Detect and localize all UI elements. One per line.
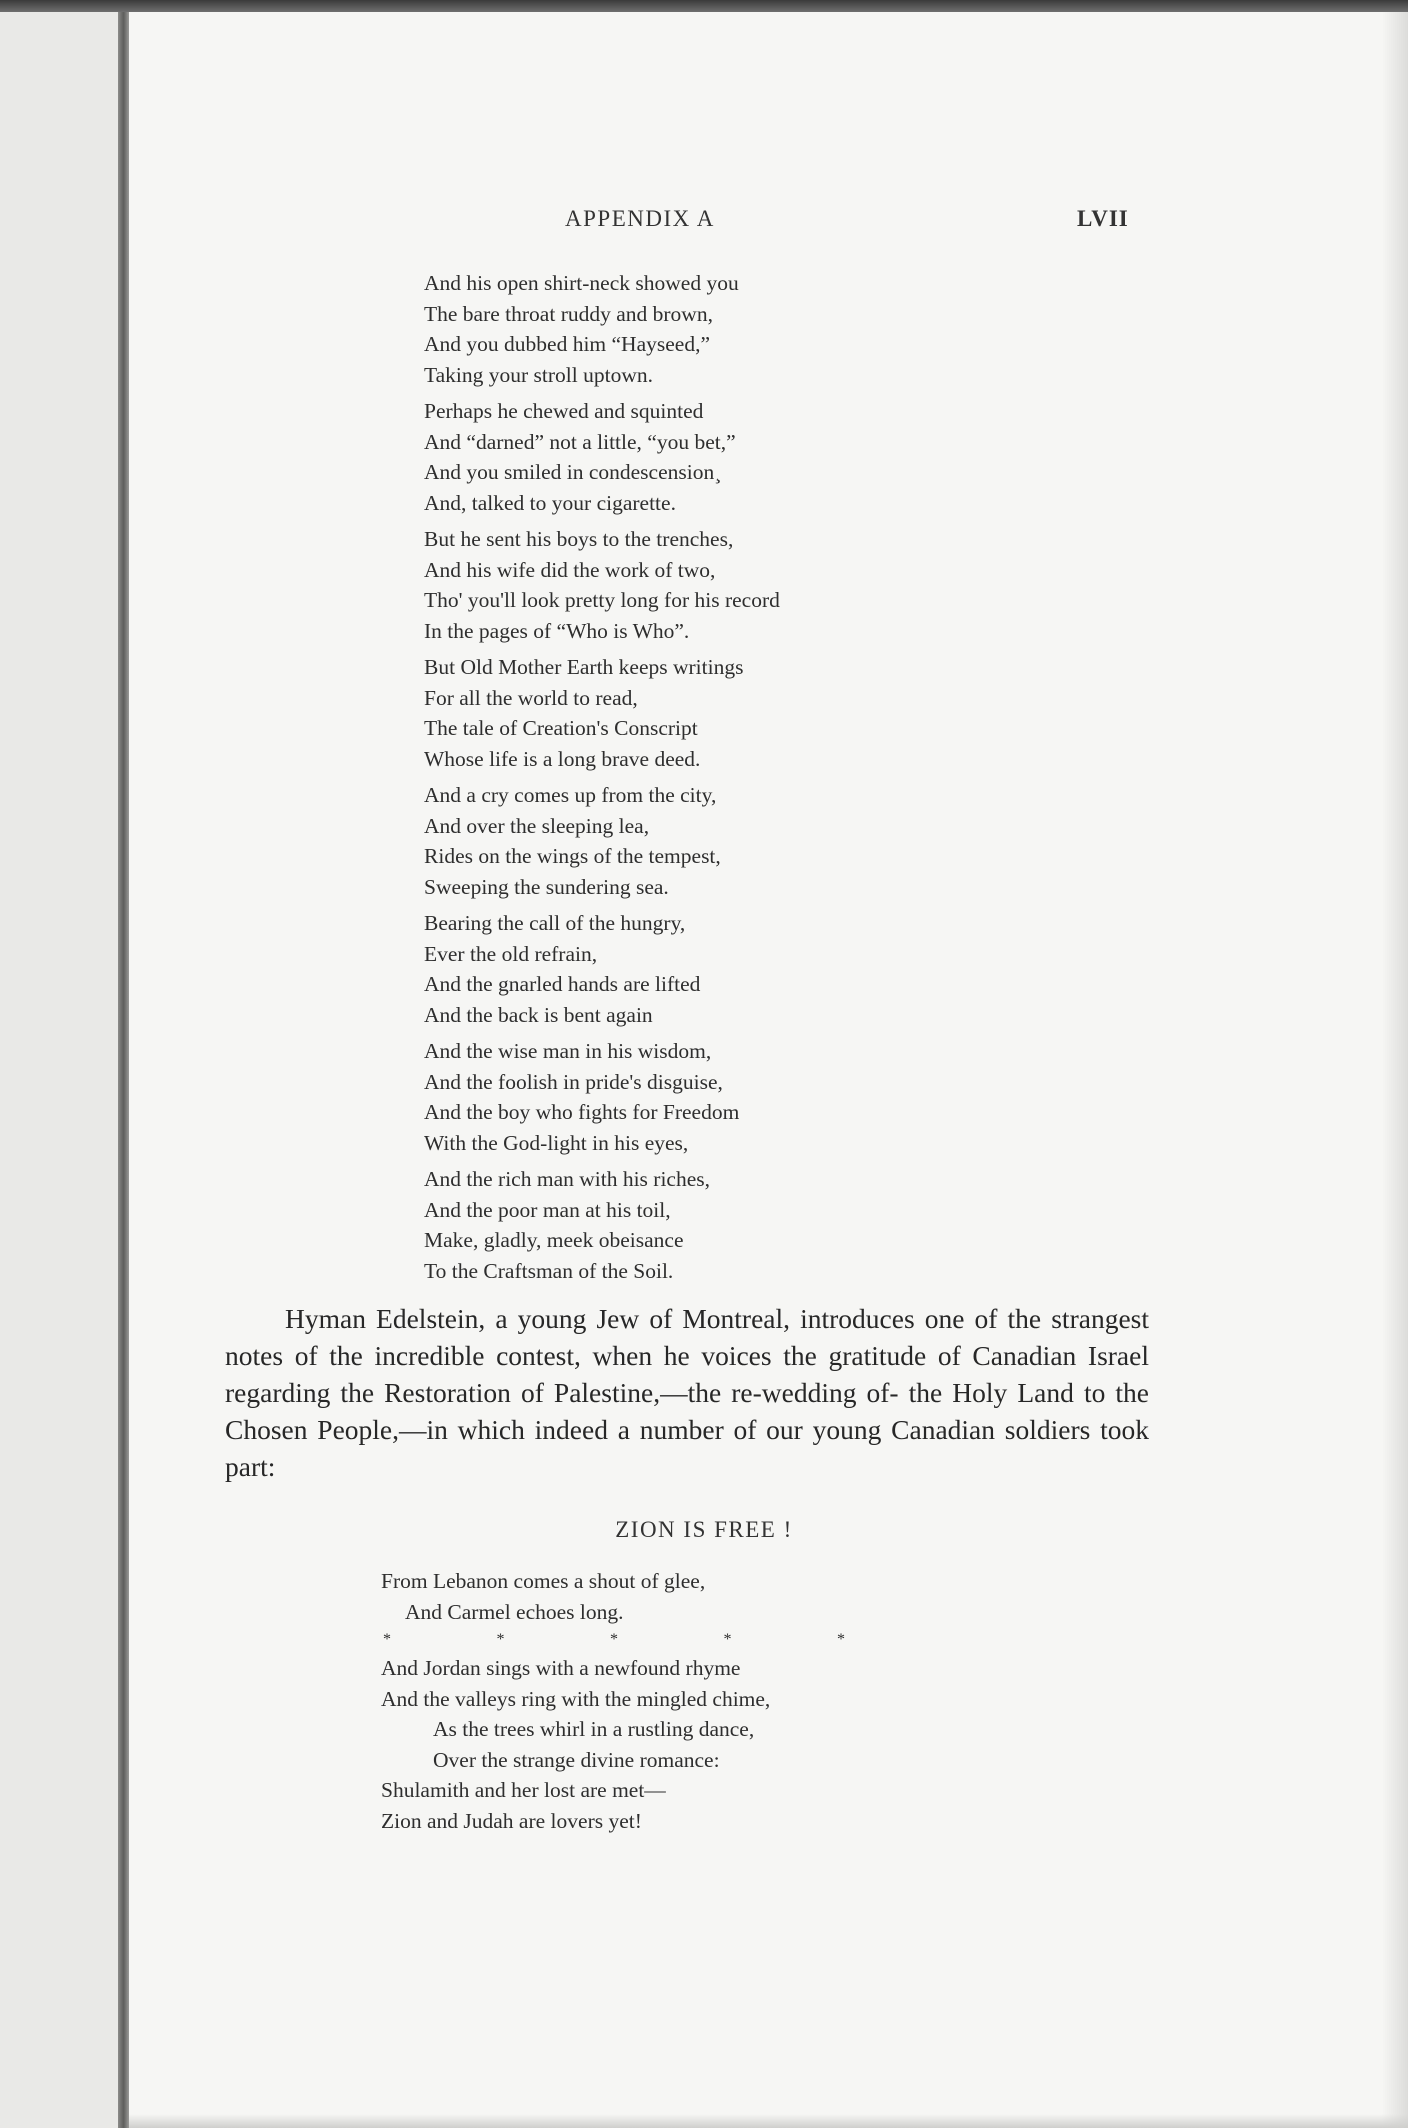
poem-line: Zion and Judah are lovers yet! [381, 1808, 642, 1833]
poem-line: Taking your stroll uptown. [424, 362, 654, 387]
poem-stanza [424, 780, 944, 902]
body-paragraph-text: Hyman Edelstein, a young Jew of Montreal, introduces one of the strangest notes of the incredible contest, when he voices the gratitude of Canadian Israel regarding the Restoration of Palestine,—the re-wedding of- the Holy Land to the Chosen People,—in which indeed a number of our young Canadian soldiers took part: [225, 1303, 1149, 1482]
poem-stanza [424, 1036, 944, 1158]
poem-line: Perhaps he chewed and squinted [424, 399, 704, 423]
page-bottom-shadow [129, 2114, 1408, 2128]
asterisk: * [383, 1631, 391, 1648]
poem-line: But Old Mother Earth keeps writings [424, 655, 744, 679]
body-paragraph [225, 1300, 1149, 1485]
poem-line: And Carmel echoes long. [405, 1599, 624, 1624]
poem-line: Sweeping the sundering sea. [424, 874, 669, 899]
asterisk-separator [381, 1627, 845, 1653]
poem-line: As the trees whirl in a rustling dance, [433, 1717, 755, 1741]
poem-line: And the boy who fights for Freedom [424, 1100, 740, 1124]
poem-line: Ever the old refrain, [424, 941, 598, 966]
poem-line: And “darned” not a little, “you bet,” [424, 429, 736, 454]
poem-line: Make, gladly, meek obeisance [424, 1228, 684, 1252]
poem-line: And his open shirt-neck showed you [424, 271, 739, 295]
poem-line: And the wise man in his wisdom, [424, 1039, 712, 1063]
poem-stanza [424, 396, 944, 518]
poem-stanza [424, 268, 944, 390]
poem-line: And the foolish in pride's disguise, [424, 1069, 723, 1094]
poem-line: To the Craftsman of the Soil. [424, 1258, 674, 1283]
running-head: APPENDIX A [565, 206, 715, 231]
asterisk: * [610, 1631, 618, 1648]
poem-stanza [424, 1164, 944, 1286]
poem-line: Over the strange divine romance: [433, 1747, 720, 1772]
poem-line: The tale of Creation's Conscript [424, 716, 698, 740]
poem-line: Whose life is a long brave deed. [424, 746, 701, 771]
poem-stanza [424, 524, 944, 646]
page-number: LVII [1077, 206, 1129, 231]
poem-line: And over the sleeping lea, [424, 813, 650, 838]
poem-stanza [424, 908, 944, 1030]
poem-line: The bare throat ruddy and brown, [424, 301, 713, 326]
poem-line: But he sent his boys to the trenches, [424, 527, 734, 551]
poem-line: And the back is bent again [424, 1002, 653, 1027]
poem-line: And the rich man with his riches, [424, 1167, 711, 1191]
asterisk: * [496, 1631, 505, 1648]
poem-line: Rides on the wings of the tempest, [424, 844, 721, 868]
poem-line: And, talked to your cigarette. [424, 490, 676, 515]
poem-line: And you smiled in condescension¸ [424, 460, 722, 484]
scan-top-edge [0, 0, 1408, 12]
poem-line: And Jordan sings with a newfound rhyme [381, 1656, 741, 1680]
poem-line: And you dubbed him “Hayseed,” [424, 332, 710, 356]
page-right-shadow [1382, 12, 1408, 2128]
asterisk: * [837, 1631, 845, 1648]
poem-title: ZION IS FREE ! [615, 1517, 793, 1542]
poem-line: With the God-light in his eyes, [424, 1130, 689, 1155]
asterisk: * [723, 1631, 732, 1648]
poem-line: And his wife did the work of two, [424, 557, 716, 582]
poem-line: From Lebanon comes a shout of glee, [381, 1569, 706, 1593]
poem-zion-is-free [381, 1566, 941, 1836]
poem-line: Shulamith and her lost are met— [381, 1778, 666, 1802]
poem-line: For all the world to read, [424, 685, 638, 710]
poem-line: And the gnarled hands are lifted [424, 972, 701, 996]
poem-stanza [424, 652, 944, 774]
page-binding-edge [118, 12, 129, 2128]
poem-line: Bearing the call of the hungry, [424, 911, 686, 935]
poem-line: Tho' you'll look pretty long for his record [424, 588, 780, 612]
poem-line: In the pages of “Who is Who”. [424, 618, 690, 643]
page-header [0, 206, 1408, 242]
poem-line: And a cry comes up from the city, [424, 783, 717, 807]
poem-line: And the poor man at his toil, [424, 1197, 671, 1222]
poem-hayseed [424, 268, 944, 1292]
poem-line: And the valleys ring with the mingled chime, [381, 1686, 771, 1711]
